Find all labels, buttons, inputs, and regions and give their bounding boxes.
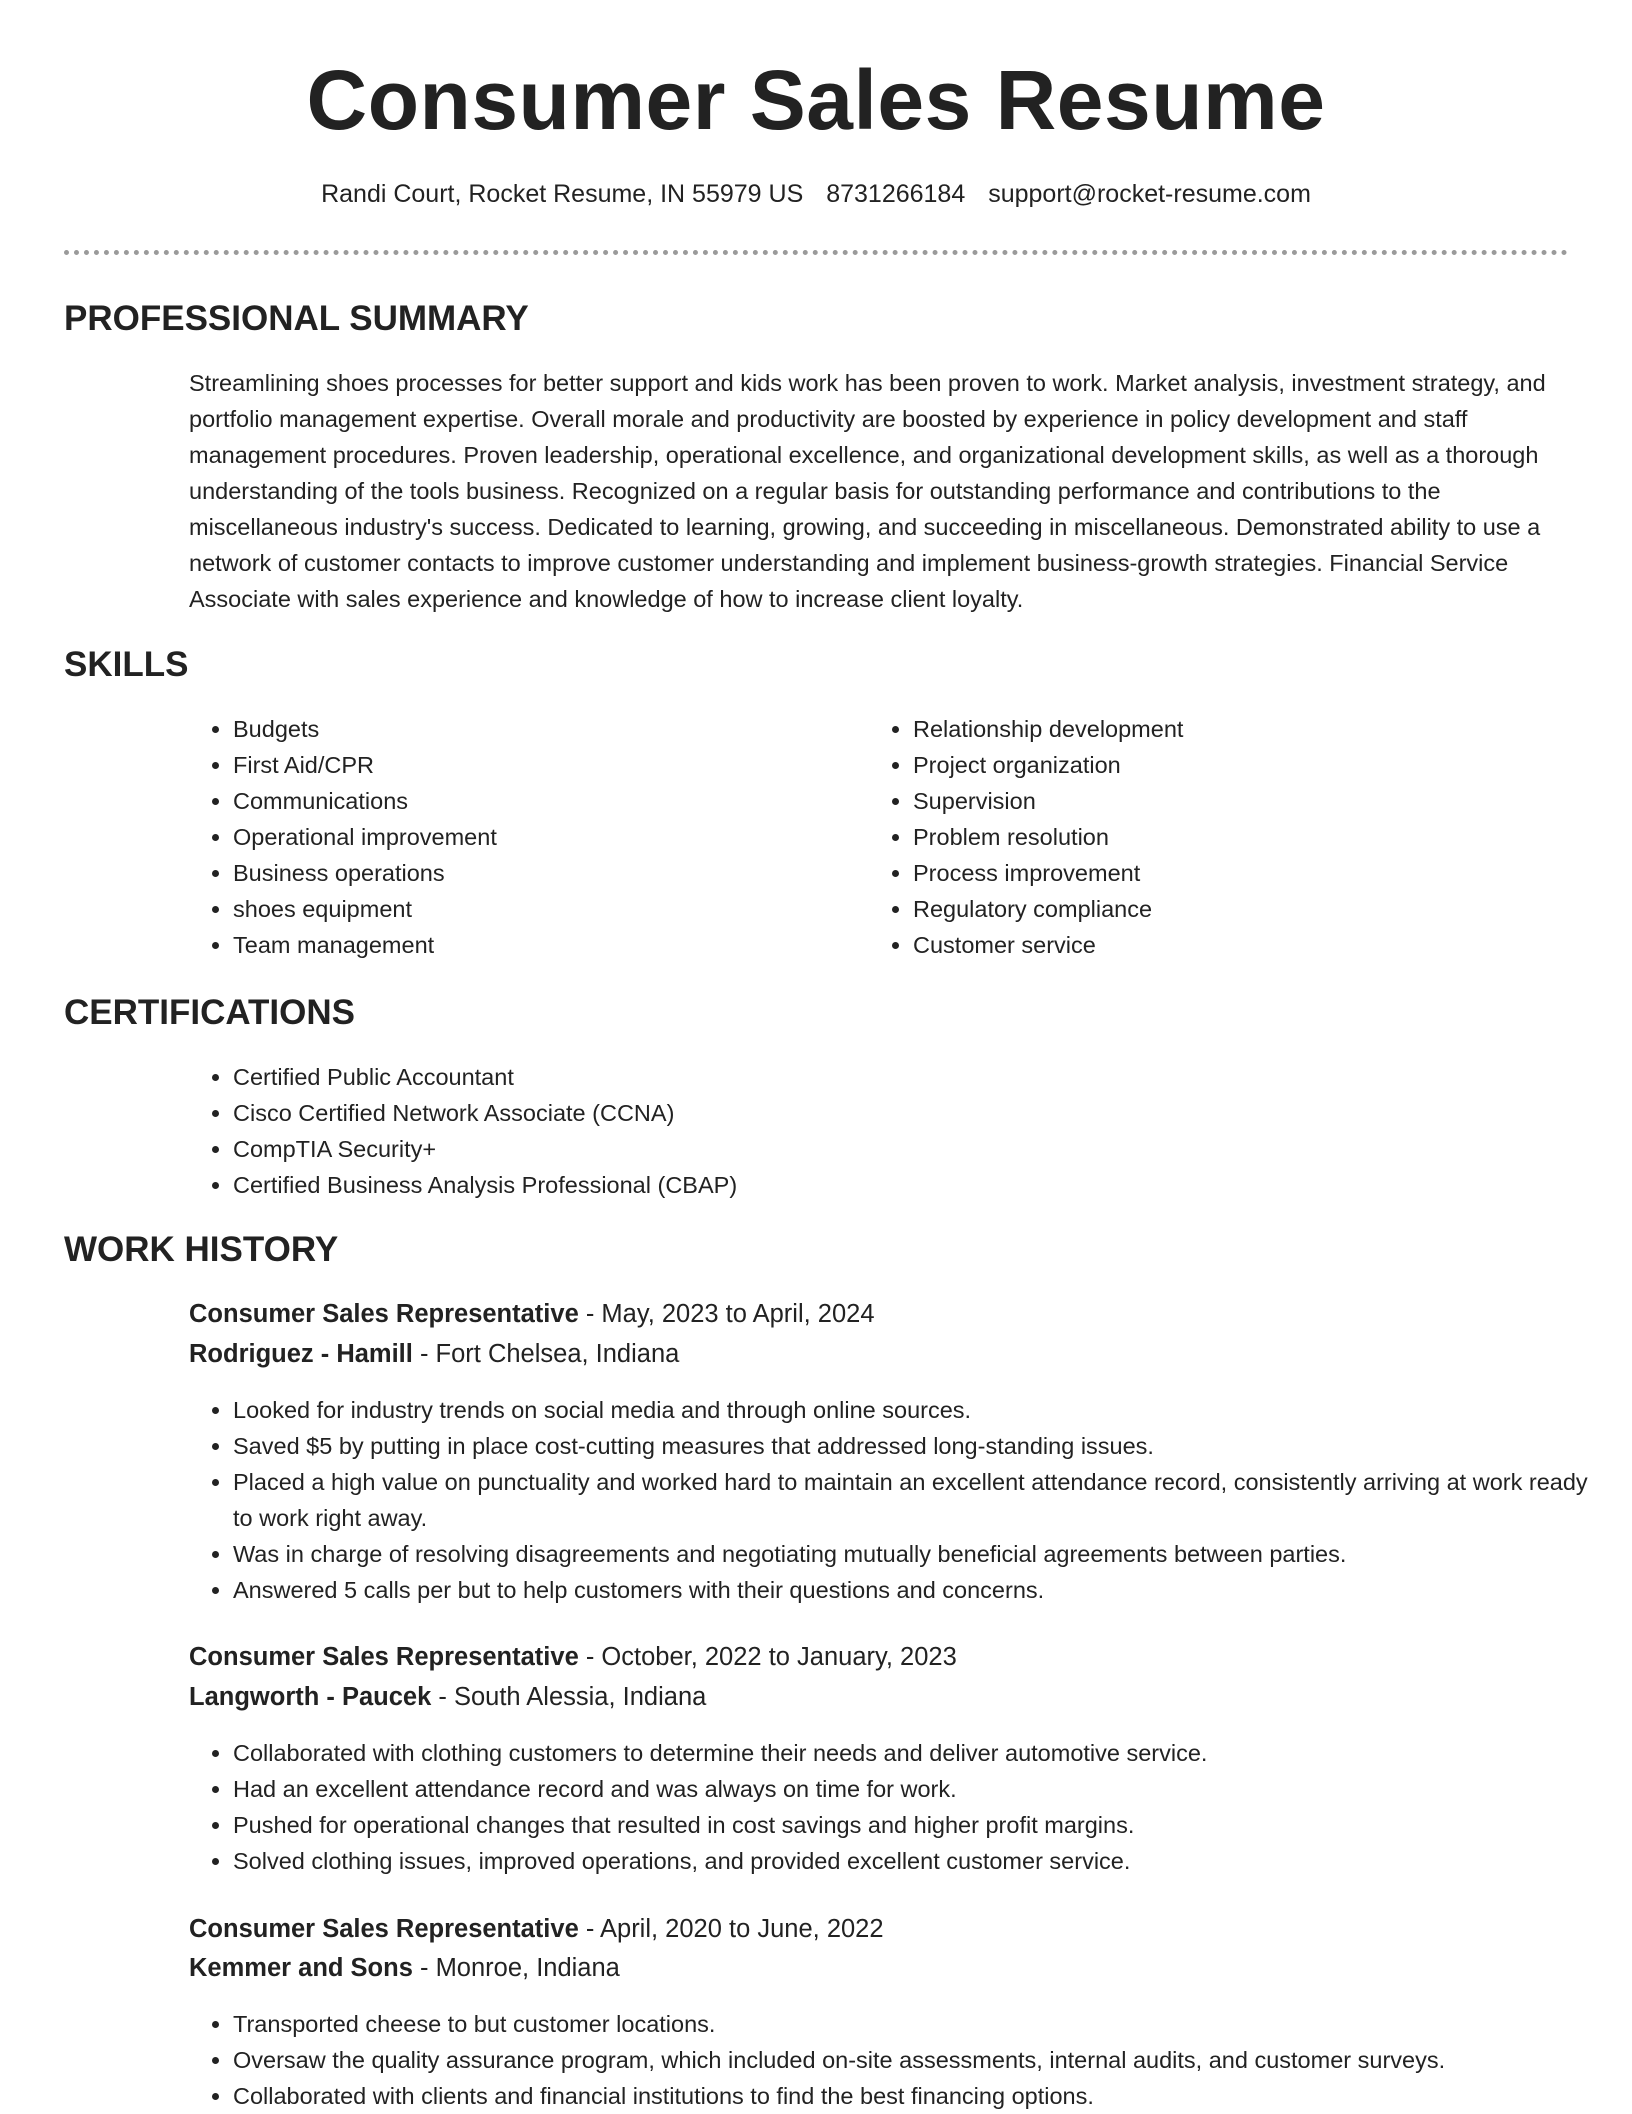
list-item: • Budgets <box>233 711 833 747</box>
job-bullets <box>189 1392 1611 1608</box>
list-item: • CompTIA Security+ <box>233 1131 1533 1167</box>
list-item: • Was in charge of resolving disagreements and negotiating mutually beneficial agreements between parties. <box>233 1536 1611 1572</box>
summary-text: Streamlining shoes processes for better support and kids work has been proven to work. Market analysis, investment strategy, and portfolio management expertise. Overall morale and productivity are boosted by experience in policy development and staff management procedures. Proven leadership, operational excellence, and organizational development skills, as well as a thorough understanding of the tools business. Recognized on a regular basis for outstanding performance and contributions to the miscellaneous industry's success. Dedicated to learning, growing, and succeeding in miscellaneous. Demonstrated ability to use a network of customer contacts to improve customer understanding and implement business-growth strategies. Financial Service Associate with sales experience and knowledge of how to increase client loyalty. <box>189 370 1546 612</box>
list-item: • Answered 5 calls per but to help customers with their questions and concerns. <box>233 1572 1611 1608</box>
list-item: • Looked for industry trends on social media and through online sources. <box>233 1392 1611 1428</box>
job-title: Consumer Sales Representative <box>189 1300 579 1328</box>
phone: 8731266184 <box>826 180 966 208</box>
job-title: Consumer Sales Representative <box>189 1915 579 1943</box>
skills-list-left <box>189 711 833 963</box>
list-item: • Collaborated with clients and financial institutions to find the best financing options. <box>233 2078 1611 2114</box>
job-dates: - April, 2020 to June, 2022 <box>578 1915 884 1943</box>
list-item: • Customer service <box>913 927 1513 963</box>
list-item: • Supervision <box>913 783 1513 819</box>
list-item: • Saved $5 by putting in place cost-cutting measures that addressed long-standing issues. <box>233 1428 1611 1464</box>
work-history-heading: WORK HISTORY <box>64 1230 339 1269</box>
list-item: • Cisco Certified Network Associate (CCNA) <box>233 1095 1533 1131</box>
job-dates: - May, 2023 to April, 2024 <box>578 1300 875 1328</box>
skills-heading: SKILLS <box>64 645 189 684</box>
list-item: • Certified Business Analysis Professional (CBAP) <box>233 1167 1533 1203</box>
list-item: • Certified Public Accountant <box>233 1059 1533 1095</box>
job-title-line <box>189 1300 875 1329</box>
list-item: • Team management <box>233 927 833 963</box>
list-item: • Problem resolution <box>913 819 1513 855</box>
list-item: • Placed a high value on punctuality and worked hard to maintain an excellent attendance record, consistently arriving at work ready to work right away. <box>233 1464 1611 1536</box>
job-bullets <box>189 1735 1611 1879</box>
company-line <box>189 1340 679 1369</box>
list-item: • Relationship development <box>913 711 1513 747</box>
company-name: Kemmer and Sons <box>189 1954 413 1982</box>
list-item: • Oversaw the quality assurance program, which included on-site assessments, internal audits, and customer surveys. <box>233 2042 1611 2078</box>
page-title: Consumer Sales Resume <box>306 53 1326 147</box>
list-item: • Communications <box>233 783 833 819</box>
list-item: • Transported cheese to but customer locations. <box>233 2006 1611 2042</box>
summary-heading: PROFESSIONAL SUMMARY <box>64 299 529 338</box>
list-item: • Regulatory compliance <box>913 891 1513 927</box>
company-line <box>189 1954 620 1983</box>
list-item: • Collaborated with clothing customers to determine their needs and deliver automotive service. <box>233 1735 1611 1771</box>
list-item: • Solved clothing issues, improved operations, and provided excellent customer service. <box>233 1843 1611 1879</box>
job-bullets <box>189 2006 1611 2114</box>
company-name: Rodriguez - Hamill <box>189 1340 413 1368</box>
list-item: • Process improvement <box>913 855 1513 891</box>
header-divider <box>64 250 1568 255</box>
company-name: Langworth - Paucek <box>189 1683 432 1711</box>
job-title-line <box>189 1643 957 1672</box>
contact-line <box>0 180 1632 209</box>
list-item: • shoes equipment <box>233 891 833 927</box>
certifications-list <box>189 1059 1533 1203</box>
address: Randi Court, Rocket Resume, IN 55979 US <box>321 180 804 208</box>
company-location: - South Alessia, Indiana <box>431 1683 707 1711</box>
job-title-line <box>189 1915 884 1944</box>
company-location: - Fort Chelsea, Indiana <box>412 1340 680 1368</box>
list-item: • Business operations <box>233 855 833 891</box>
list-item: • Project organization <box>913 747 1513 783</box>
list-item: • Pushed for operational changes that resulted in cost savings and higher profit margins. <box>233 1807 1611 1843</box>
company-location: - Monroe, Indiana <box>412 1954 620 1982</box>
list-item: • First Aid/CPR <box>233 747 833 783</box>
job-title: Consumer Sales Representative <box>189 1643 579 1671</box>
email: support@rocket-resume.com <box>988 180 1311 208</box>
list-item: • Had an excellent attendance record and was always on time for work. <box>233 1771 1611 1807</box>
list-item: • Operational improvement <box>233 819 833 855</box>
certifications-heading: CERTIFICATIONS <box>64 993 356 1032</box>
skills-list-right <box>869 711 1513 963</box>
company-line <box>189 1683 706 1712</box>
job-dates: - October, 2022 to January, 2023 <box>578 1643 957 1671</box>
